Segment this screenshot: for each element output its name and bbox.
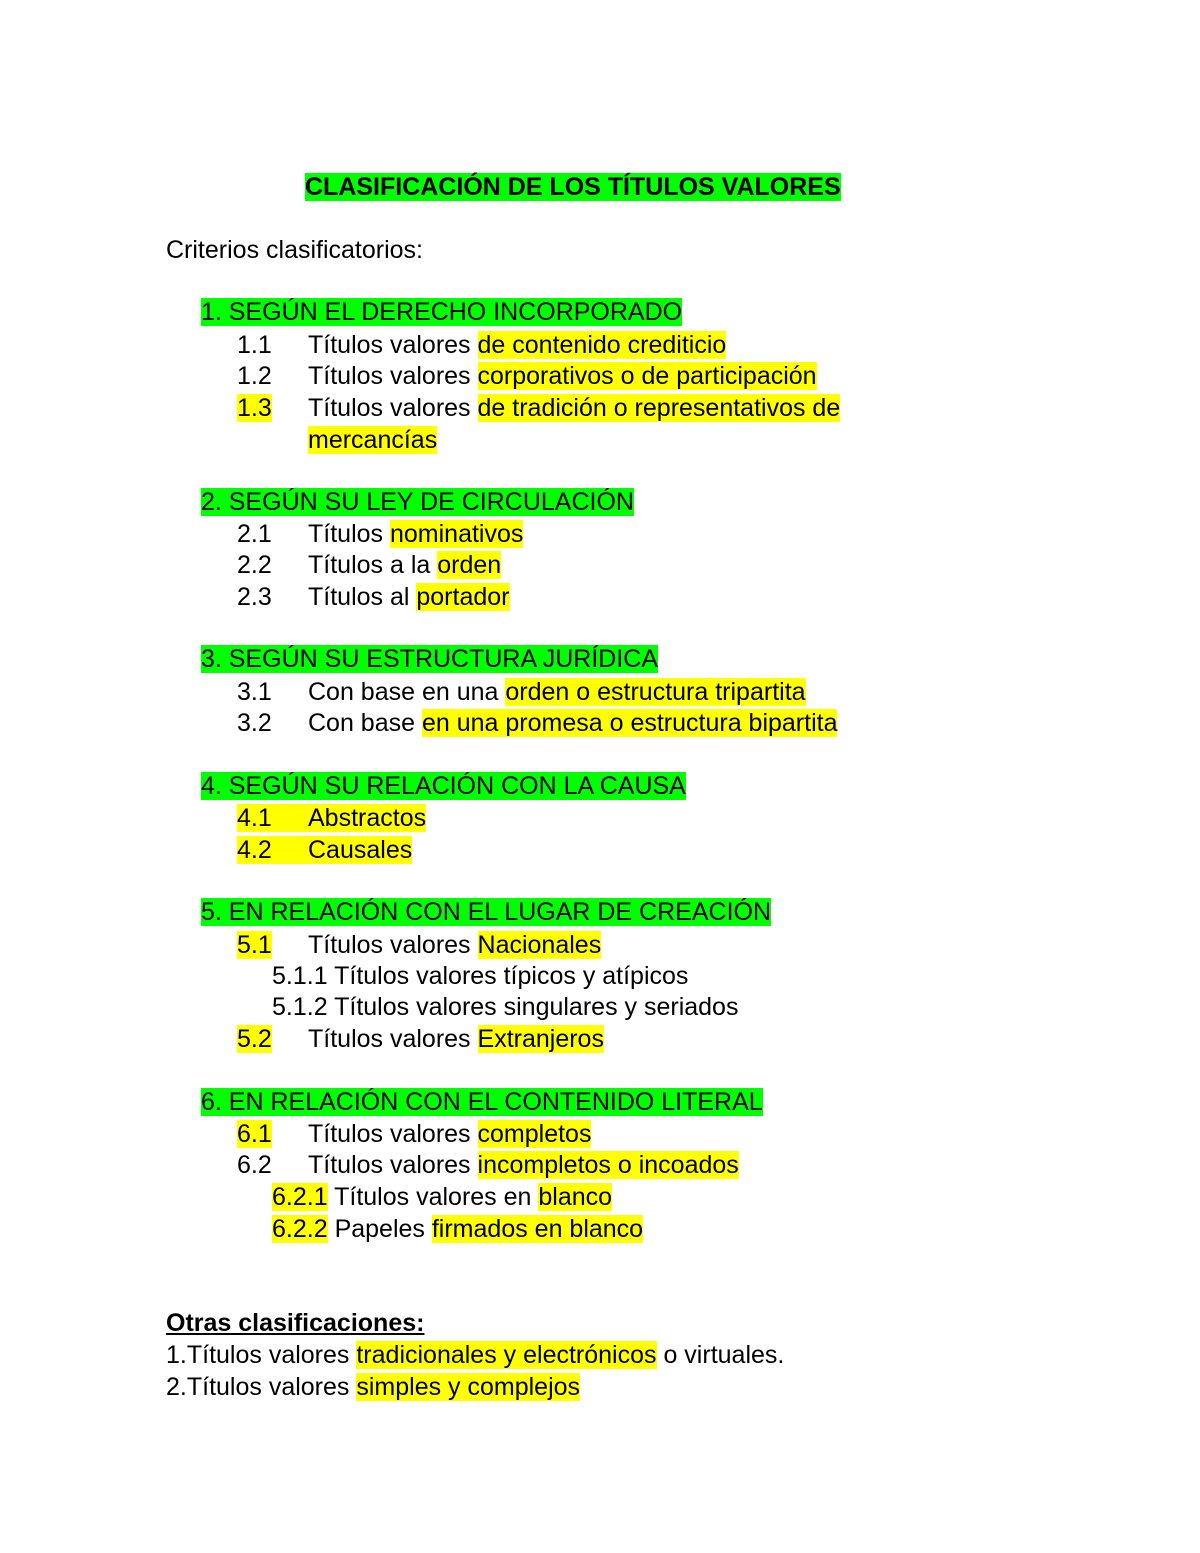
item-1-3: 1.3 Títulos valores de tradición o representativos de bbox=[237, 394, 841, 422]
other-item-1: 1.Títulos valores tradicionales y electrónicos o virtuales. bbox=[166, 1341, 785, 1369]
item-1-2: 1.2 Títulos valores corporativos o de participación bbox=[237, 362, 817, 390]
section-2-heading: 2. SEGÚN SU LEY DE CIRCULACIÓN bbox=[201, 488, 634, 516]
item-6-1: 6.1 Títulos valores completos bbox=[237, 1120, 592, 1148]
item-3-1: 3.1 Con base en una orden o estructura tripartita bbox=[237, 678, 806, 706]
item-1-3-continuation: mercancías bbox=[308, 426, 438, 454]
item-5-1: 5.1 Títulos valores Nacionales bbox=[237, 931, 602, 959]
item-3-2: 3.2 Con base en una promesa o estructura bipartita bbox=[237, 709, 838, 737]
item-2-3: 2.3 Títulos al portador bbox=[237, 583, 510, 611]
section-4-heading: 4. SEGÚN SU RELACIÓN CON LA CAUSA bbox=[201, 772, 686, 800]
item-2-1: 2.1 Títulos nominativos bbox=[237, 520, 524, 548]
item-6-2-1: 6.2.1 Títulos valores en blanco bbox=[272, 1183, 613, 1211]
item-1-1: 1.1 Títulos valores de contenido crediticio bbox=[237, 331, 727, 359]
item-4-1: 4.1 Abstractos bbox=[237, 804, 427, 832]
item-6-2-2: 6.2.2 Papeles firmados en blanco bbox=[272, 1215, 644, 1243]
item-5-1-2: 5.1.2 Títulos valores singulares y seriados bbox=[272, 993, 739, 1021]
other-heading: Otras clasificaciones: bbox=[166, 1309, 425, 1337]
section-1-heading: 1. SEGÚN EL DERECHO INCORPORADO bbox=[201, 298, 683, 326]
other-item-2: 2.Títulos valores simples y complejos bbox=[166, 1373, 581, 1401]
item-5-1-1: 5.1.1 Títulos valores típicos y atípicos bbox=[272, 962, 689, 990]
section-5-heading: 5. EN RELACIÓN CON EL LUGAR DE CREACIÓN bbox=[201, 898, 772, 926]
item-5-2: 5.2 Títulos valores Extranjeros bbox=[237, 1025, 604, 1053]
document-title: CLASIFICACIÓN DE LOS TÍTULOS VALORES bbox=[305, 173, 841, 201]
intro-text: Criterios clasificatorios: bbox=[166, 236, 424, 264]
item-6-2: 6.2 Títulos valores incompletos o incoados bbox=[237, 1151, 739, 1179]
section-3-heading: 3. SEGÚN SU ESTRUCTURA JURÍDICA bbox=[201, 645, 659, 673]
section-6-heading: 6. EN RELACIÓN CON EL CONTENIDO LITERAL bbox=[201, 1088, 763, 1116]
item-2-2: 2.2 Títulos a la orden bbox=[237, 551, 502, 579]
item-4-2: 4.2 Causales bbox=[237, 836, 413, 864]
